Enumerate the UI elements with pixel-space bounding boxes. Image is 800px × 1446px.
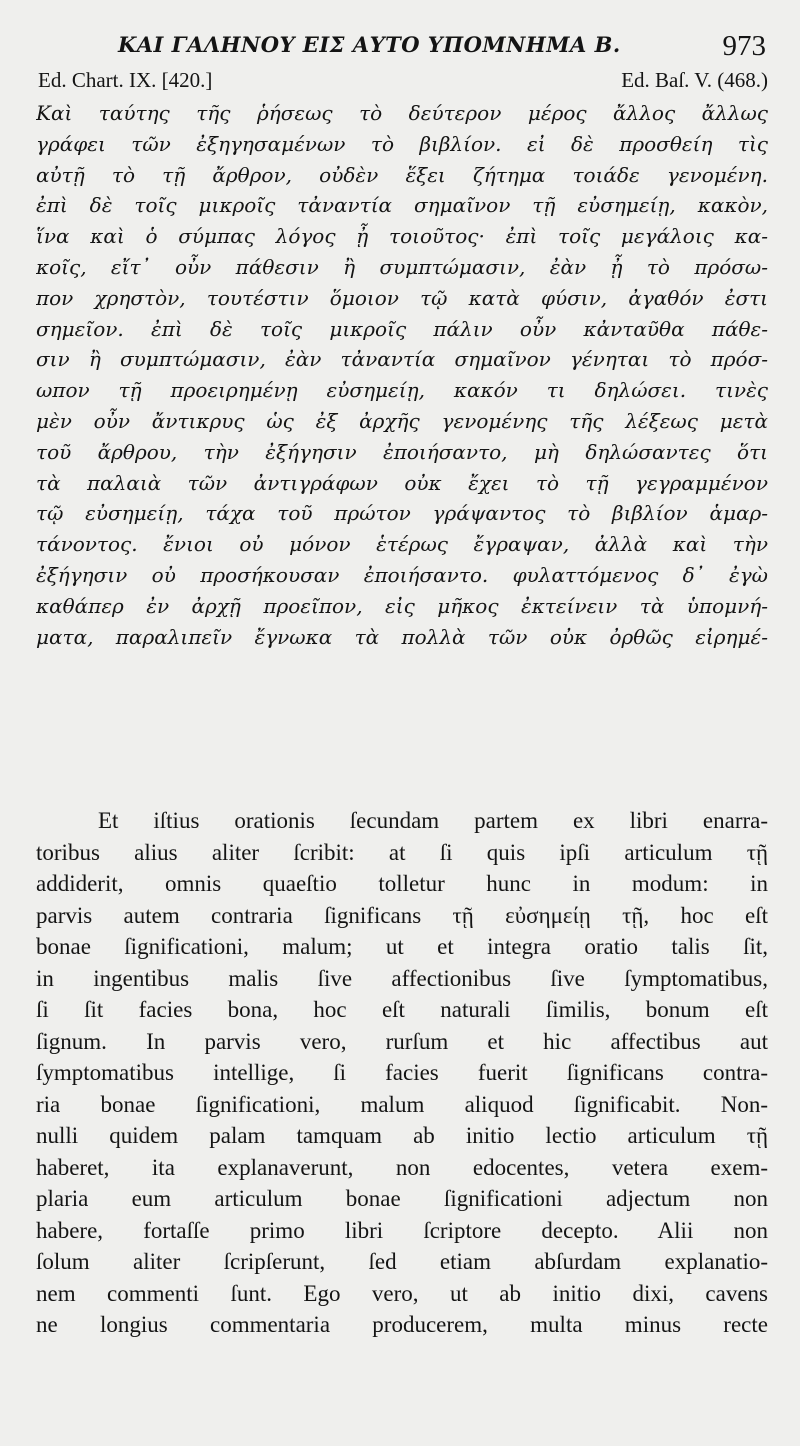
latin-line: plaria eum articulum bonae ſignificationi adjectum non: [36, 1186, 768, 1211]
greek-line: Καὶ ταύτης τῆς ῥήσεως τὸ δεύτερον μέρος ἄλλος ἄλλως: [36, 101, 768, 125]
greek-line: ἵνα καὶ ὁ σύμπας λόγος ᾖ τοιοῦτος· ἐπὶ τοῖς μεγάλοις κα-: [36, 224, 768, 249]
latin-line: nem commenti ſunt. Ego vero, ut ab initio dixi, cavens: [36, 1280, 768, 1306]
greek-line: ωπον τῇ προειρημένῃ εὐσημείῃ, κακόν τι δηλώσει. τινὲς: [36, 378, 768, 403]
greek-line: σιν ἢ συμπτώμασιν, ἐὰν τἀναντία σημαῖνον γένηται τὸ πρόσ-: [36, 347, 768, 372]
edition-reference-chartier: Ed. Chart. IX. [420.]: [38, 68, 213, 92]
latin-line: Et iſtius orationis ſecundam partem ex libri enarra-: [98, 808, 768, 833]
running-title: ΚΑΙ ΓΑΛΗΝΟΥ ΕΙΣ ΑΥΤΟ ΥΠΟΜΝΗΜΑ Β.: [118, 32, 621, 57]
latin-line: nulli quidem palam tamquam ab initio lectio articulum τῇ: [36, 1123, 768, 1148]
page-number: 973: [722, 30, 766, 62]
greek-line: σημεῖον. ἐπὶ δὲ τοῖς μικροῖς πάλιν οὖν κἀνταῦθα πάθε-: [36, 316, 768, 341]
greek-line: ἐξήγησιν οὐ προσήκουσαν ἐποιήσαντο. φυλαττόμενος δ᾽ ἐγὼ: [36, 562, 768, 587]
greek-line: τάνοντος. ἔνιοι οὐ μόνον ἑτέρως ἔγραψαν, ἀλλὰ καὶ τὴν: [36, 532, 768, 557]
latin-text-block: [36, 805, 768, 1341]
greek-line: τοῦ ἄρθρου, τὴν ἐξήγησιν ἐποιήσαντο, μὴ δηλώσαντες ὅτι: [36, 439, 768, 464]
edition-references: [38, 68, 768, 98]
latin-line: ne longius commentaria producerem, multa minus recte: [36, 1312, 768, 1337]
latin-line: ſignum. In parvis vero, rurſum et hic affectibus aut: [36, 1028, 768, 1054]
latin-line: ria bonae ſignificationi, malum aliquod ſignificabit. Non-: [36, 1091, 768, 1117]
greek-line: ἐπὶ δὲ τοῖς μικροῖς τἀναντία σημαῖνον τῇ εὐσημείῃ, κακὸν,: [36, 193, 768, 218]
greek-line: αὐτῇ τὸ τῇ ἄρθρον, οὐδὲν ἕξει ζήτημα τοιάδε γενομένη.: [36, 162, 768, 187]
latin-line: haberet, ita explanaverunt, non edocentes, vetera exem-: [36, 1154, 768, 1180]
greek-line: πον χρηστὸν, τουτέστιν ὅμοιον τῷ κατὰ φύσιν, ἀγαθόν ἐστι: [36, 285, 768, 310]
greek-line: κοῖς, εἴτ᾽ οὖν πάθεσιν ἢ συμπτώμασιν, ἐὰν ᾖ τὸ πρόσω-: [36, 254, 768, 279]
greek-line: ματα, παραλιπεῖν ἔγνωκα τὰ πολλὰ τῶν οὐκ ὀρθῶς εἰρημέ-: [36, 624, 768, 649]
latin-line: ſymptomatibus intellige, ſi facies fuerit ſignificans contra-: [36, 1060, 768, 1085]
greek-text-block: [36, 98, 768, 652]
latin-line: toribus alius aliter ſcribit: at ſi quis ipſi articulum τῇ: [36, 839, 768, 865]
latin-line: ſi ſit facies bona, hoc eſt naturali ſimilis, bonum eſt: [36, 997, 768, 1022]
greek-line: τὰ παλαιὰ τῶν ἀντιγράφων οὐκ ἔχει τὸ τῇ γεγραμμένον: [36, 470, 768, 495]
latin-line: habere, fortaſſe primo libri ſcriptore decepto. Alii non: [36, 1217, 768, 1243]
greek-line: μὲν οὖν ἄντικρυς ὡς ἐξ ἀρχῆς γενομένης τῆς λέξεως μετὰ: [36, 408, 768, 433]
greek-line: γράφει τῶν ἐξηγησαμένων τὸ βιβλίον. εἰ δὲ προσθείη τὶς: [36, 131, 768, 156]
latin-line: bonae ſignificationi, malum; ut et integra oratio talis ſit,: [36, 934, 768, 959]
greek-line: τῷ εὐσημείῃ, τάχα τοῦ πρώτον γράψαντος τὸ βιβλίον ἁμαρ-: [36, 501, 768, 526]
latin-line: in ingentibus malis ſive affectionibus ſive ſymptomatibus,: [36, 965, 768, 991]
running-head: [0, 28, 800, 68]
latin-line: ſolum aliter ſcripſerunt, ſed etiam abſurdam explanatio-: [36, 1249, 768, 1274]
edition-reference-basel: Ed. Baſ. V. (468.): [621, 68, 768, 92]
latin-line: addiderit, omnis quaeſtio tolletur hunc in modum: in: [36, 871, 768, 896]
latin-line: parvis autem contraria ſignificans τῇ εὐσημείῃ τῇ, hoc eſt: [36, 902, 768, 928]
greek-line: καθάπερ ἐν ἀρχῇ προεῖπον, εἰς μῆκος ἐκτείνειν τὰ ὑπομνή-: [36, 593, 768, 618]
